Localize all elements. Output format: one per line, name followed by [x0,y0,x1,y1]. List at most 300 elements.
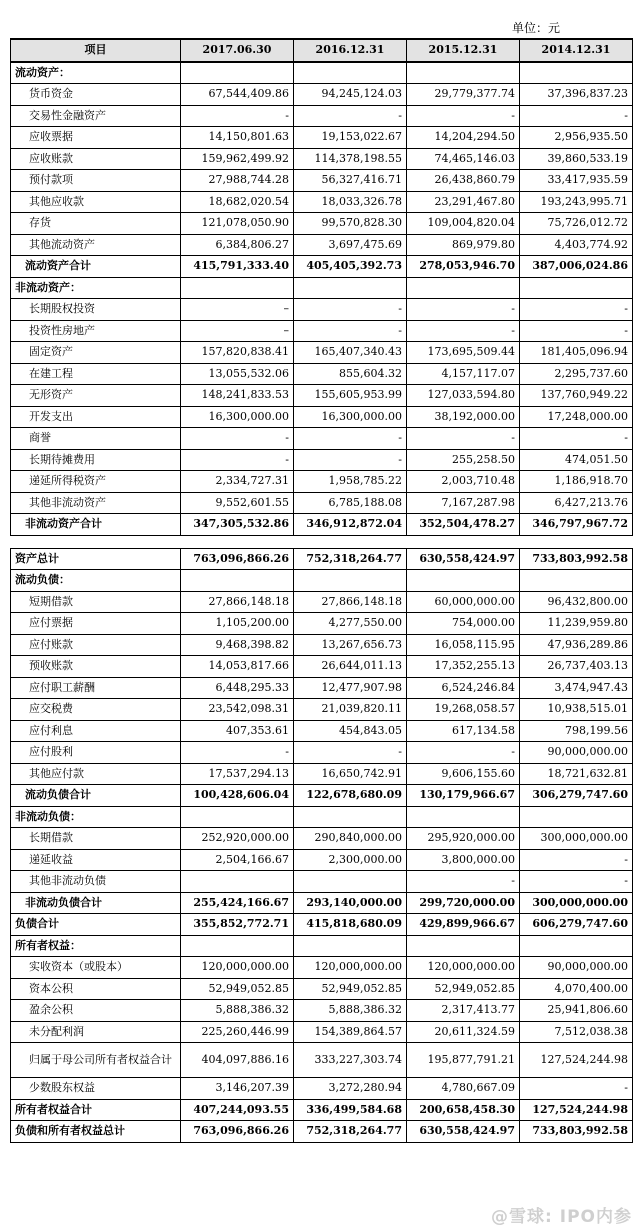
value-cell: 347,305,532.86 [181,514,294,536]
row-label: 存货 [11,213,181,235]
value-cell: 404,097,886.16 [181,1043,294,1078]
value-cell: 193,243,995.71 [520,191,633,213]
value-cell: 39,860,533.19 [520,148,633,170]
value-cell: 2,956,935.50 [520,127,633,149]
value-cell: 122,678,680.09 [294,785,407,807]
table-row [11,656,633,678]
row-label: 资本公积 [11,978,181,1000]
table-row [11,213,633,235]
value-cell: 33,417,935.59 [520,170,633,192]
value-cell: 127,524,244.98 [520,1043,633,1078]
row-label: 资产总计 [11,548,181,570]
row-label: 其他应付款 [11,763,181,785]
value-cell: 16,300,000.00 [294,406,407,428]
value-cell: 3,474,947.43 [520,677,633,699]
value-cell: 306,279,747.60 [520,785,633,807]
table-row [11,385,633,407]
row-label: 所有者权益合计 [11,1099,181,1121]
row-label: 递延收益 [11,849,181,871]
row-label: 负债合计 [11,914,181,936]
spacer-cell [294,535,407,548]
value-cell: 23,291,467.80 [407,191,520,213]
value-cell: 47,936,289.86 [520,634,633,656]
row-label: 货币资金 [11,84,181,106]
value-cell: 148,241,833.53 [181,385,294,407]
value-cell: 299,720,000.00 [407,892,520,914]
value-cell: 855,604.32 [294,363,407,385]
table-row [11,148,633,170]
value-cell [181,871,294,893]
spacer-cell [11,535,181,548]
value-cell: 2,317,413.77 [407,1000,520,1022]
value-cell: 90,000,000.00 [520,742,633,764]
value-cell: - [520,849,633,871]
value-cell: - [181,449,294,471]
row-label: 长期股权投资 [11,299,181,321]
row-label: 固定资产 [11,342,181,364]
watermark: @雪球: IPO内参 [491,1207,632,1227]
table-row [11,677,633,699]
value-cell [407,570,520,592]
value-cell: 159,962,499.92 [181,148,294,170]
value-cell [407,806,520,828]
header-item: 项目 [11,39,181,62]
value-cell: 4,157,117.07 [407,363,520,385]
value-cell: 37,396,837.23 [520,84,633,106]
row-label: 短期借款 [11,591,181,613]
row-label: 盈余公积 [11,1000,181,1022]
total-row [11,548,633,570]
table-row [11,978,633,1000]
value-cell [294,806,407,828]
value-cell [181,62,294,84]
value-cell: 99,570,828.30 [294,213,407,235]
row-label: 流动资产： [11,62,181,84]
row-label: 其他非流动负债 [11,871,181,893]
value-cell: 754,000.00 [407,613,520,635]
row-label: 应交税费 [11,699,181,721]
value-cell: 20,611,324.59 [407,1021,520,1043]
value-cell: 407,244,093.55 [181,1099,294,1121]
value-cell: - [294,449,407,471]
row-label: 投资性房地产 [11,320,181,342]
value-cell: 127,524,244.98 [520,1099,633,1121]
row-label: 预收账款 [11,656,181,678]
value-cell: 4,277,550.00 [294,613,407,635]
row-label: 应付账款 [11,634,181,656]
table-row [11,492,633,514]
value-cell: 14,053,817.66 [181,656,294,678]
value-cell: 60,000,000.00 [407,591,520,613]
spacer-cell [407,535,520,548]
value-cell: 6,785,188.08 [294,492,407,514]
value-cell [294,62,407,84]
value-cell: 23,542,098.31 [181,699,294,721]
total-row [11,914,633,936]
value-cell: 17,537,294.13 [181,763,294,785]
value-cell: 255,424,166.67 [181,892,294,914]
value-cell: 2,300,000.00 [294,849,407,871]
row-label: 应收账款 [11,148,181,170]
value-cell: 16,300,000.00 [181,406,294,428]
value-cell: 346,797,967.72 [520,514,633,536]
value-cell: – [181,320,294,342]
spacer-row [11,535,633,548]
value-cell: 10,938,515.01 [520,699,633,721]
value-cell: 429,899,966.67 [407,914,520,936]
value-cell: 114,378,198.55 [294,148,407,170]
value-cell: 733,803,992.58 [520,548,633,570]
value-cell: 17,352,255.13 [407,656,520,678]
table-row [11,613,633,635]
value-cell: 6,524,246.84 [407,677,520,699]
table-row [11,428,633,450]
value-cell: 405,405,392.73 [294,256,407,278]
row-label: 开发支出 [11,406,181,428]
value-cell: 67,544,409.86 [181,84,294,106]
table-row [11,471,633,493]
table-row [11,763,633,785]
value-cell: 100,428,606.04 [181,785,294,807]
value-cell: - [407,871,520,893]
value-cell: 38,192,000.00 [407,406,520,428]
value-cell: - [181,105,294,127]
section-row [11,570,633,592]
table-row [11,299,633,321]
table-row [11,170,633,192]
value-cell [181,806,294,828]
value-cell [407,277,520,299]
value-cell: 27,988,744.28 [181,170,294,192]
value-cell: 11,239,959.80 [520,613,633,635]
value-cell: 200,658,458.30 [407,1099,520,1121]
value-cell: 17,248,000.00 [520,406,633,428]
value-cell: 763,096,866.26 [181,1121,294,1143]
value-cell: 52,949,052.85 [407,978,520,1000]
value-cell: 52,949,052.85 [294,978,407,1000]
value-cell: 1,186,918.70 [520,471,633,493]
value-cell: 26,644,011.13 [294,656,407,678]
table-row [11,449,633,471]
value-cell: 18,721,632.81 [520,763,633,785]
spacer-cell [181,535,294,548]
row-label: 长期借款 [11,828,181,850]
value-cell [407,62,520,84]
value-cell [520,935,633,957]
value-cell: - [407,105,520,127]
row-label: 其他流动资产 [11,234,181,256]
table-row [11,591,633,613]
value-cell: 278,053,946.70 [407,256,520,278]
value-cell: - [520,320,633,342]
value-cell: - [294,428,407,450]
value-cell: 165,407,340.43 [294,342,407,364]
table-body [11,62,633,1143]
row-label: 长期待摊费用 [11,449,181,471]
value-cell: - [294,320,407,342]
value-cell: 13,055,532.06 [181,363,294,385]
row-label: 非流动负债合计 [11,892,181,914]
table-row [11,957,633,979]
value-cell: 18,682,020.54 [181,191,294,213]
value-cell: 1,105,200.00 [181,613,294,635]
value-cell: 293,140,000.00 [294,892,407,914]
value-cell: - [294,299,407,321]
value-cell [181,935,294,957]
value-cell [181,277,294,299]
value-cell: 127,033,594.80 [407,385,520,407]
value-cell: 26,737,403.13 [520,656,633,678]
value-cell: 3,697,475.69 [294,234,407,256]
value-cell: 27,866,148.18 [294,591,407,613]
value-cell: 252,920,000.00 [181,828,294,850]
value-cell: 12,477,907.98 [294,677,407,699]
value-cell: 29,779,377.74 [407,84,520,106]
value-cell: 14,150,801.63 [181,127,294,149]
value-cell: 19,268,058.57 [407,699,520,721]
value-cell: 798,199.56 [520,720,633,742]
value-cell: - [407,320,520,342]
value-cell: 94,245,124.03 [294,84,407,106]
header-col-4: 2014.12.31 [520,39,633,62]
table-row [11,320,633,342]
section-row [11,935,633,957]
row-label: 其他非流动资产 [11,492,181,514]
value-cell: 181,405,096.94 [520,342,633,364]
value-cell: 300,000,000.00 [520,892,633,914]
value-cell: 295,920,000.00 [407,828,520,850]
value-cell: 333,227,303.74 [294,1043,407,1078]
value-cell: - [181,428,294,450]
header-col-3: 2015.12.31 [407,39,520,62]
value-cell: 454,843.05 [294,720,407,742]
value-cell: – [181,299,294,321]
value-cell [294,871,407,893]
table-row [11,871,633,893]
table-row [11,127,633,149]
value-cell: 733,803,992.58 [520,1121,633,1143]
unit-label: 单位：元 [512,21,561,35]
value-cell [294,935,407,957]
value-cell: 120,000,000.00 [407,957,520,979]
table-row [11,342,633,364]
value-cell: 474,051.50 [520,449,633,471]
value-cell: 6,384,806.27 [181,234,294,256]
value-cell: 225,260,446.99 [181,1021,294,1043]
value-cell: 415,818,680.09 [294,914,407,936]
table-row [11,1078,633,1100]
table-row [11,1043,633,1078]
row-label: 所有者权益： [11,935,181,957]
table-header-row [11,39,633,62]
table-row [11,742,633,764]
value-cell: - [181,742,294,764]
row-label: 实收资本（或股本） [11,957,181,979]
total-row [11,892,633,914]
value-cell: 2,295,737.60 [520,363,633,385]
value-cell: - [407,742,520,764]
section-row [11,277,633,299]
value-cell: 25,941,806.60 [520,1000,633,1022]
row-label: 未分配利润 [11,1021,181,1043]
value-cell: 14,204,294.50 [407,127,520,149]
value-cell: 1,958,785.22 [294,471,407,493]
value-cell: 27,866,148.18 [181,591,294,613]
value-cell: - [294,742,407,764]
value-cell: 290,840,000.00 [294,828,407,850]
row-label: 负债和所有者权益总计 [11,1121,181,1143]
total-row [11,514,633,536]
value-cell: 869,979.80 [407,234,520,256]
value-cell: 300,000,000.00 [520,828,633,850]
value-cell [407,935,520,957]
value-cell: 75,726,012.72 [520,213,633,235]
value-cell [520,570,633,592]
total-row [11,1099,633,1121]
table-row [11,634,633,656]
value-cell: 2,334,727.31 [181,471,294,493]
value-cell: 346,912,872.04 [294,514,407,536]
table-row [11,828,633,850]
section-row [11,806,633,828]
value-cell: 255,258.50 [407,449,520,471]
value-cell: - [407,428,520,450]
total-row [11,1121,633,1143]
spacer-cell [520,535,633,548]
value-cell: 137,760,949.22 [520,385,633,407]
value-cell: 21,039,820.11 [294,699,407,721]
row-label: 流动负债： [11,570,181,592]
value-cell: 18,033,326.78 [294,191,407,213]
value-cell: 5,888,386.32 [181,1000,294,1022]
value-cell [294,570,407,592]
value-cell: 52,949,052.85 [181,978,294,1000]
row-label: 流动资产合计 [11,256,181,278]
value-cell: 415,791,333.40 [181,256,294,278]
value-cell: 3,146,207.39 [181,1078,294,1100]
value-cell: 7,167,287.98 [407,492,520,514]
value-cell: 606,279,747.60 [520,914,633,936]
value-cell: 6,427,213.76 [520,492,633,514]
header-col-1: 2017.06.30 [181,39,294,62]
row-label: 流动负债合计 [11,785,181,807]
value-cell: 352,504,478.27 [407,514,520,536]
value-cell: 154,389,864.57 [294,1021,407,1043]
value-cell: 630,558,424.97 [407,1121,520,1143]
row-label: 应付股利 [11,742,181,764]
value-cell: 16,650,742.91 [294,763,407,785]
row-label: 在建工程 [11,363,181,385]
table-row [11,849,633,871]
table-row [11,234,633,256]
value-cell: 9,552,601.55 [181,492,294,514]
value-cell: - [407,299,520,321]
value-cell: 752,318,264.77 [294,548,407,570]
total-row [11,256,633,278]
value-cell: 26,438,860.79 [407,170,520,192]
row-label: 非流动资产： [11,277,181,299]
value-cell: 96,432,800.00 [520,591,633,613]
row-label: 少数股东权益 [11,1078,181,1100]
value-cell: 6,448,295.33 [181,677,294,699]
row-label: 归属于母公司所有者权益合计 [11,1043,181,1078]
value-cell: - [520,1078,633,1100]
total-row [11,785,633,807]
row-label: 应付票据 [11,613,181,635]
value-cell: - [520,428,633,450]
value-cell [181,570,294,592]
value-cell: 2,504,166.67 [181,849,294,871]
value-cell: - [520,871,633,893]
value-cell: 5,888,386.32 [294,1000,407,1022]
value-cell: 355,852,772.71 [181,914,294,936]
value-cell: 120,000,000.00 [181,957,294,979]
value-cell: - [520,105,633,127]
table-row [11,1000,633,1022]
value-cell: 155,605,953.99 [294,385,407,407]
value-cell: 130,179,966.67 [407,785,520,807]
table-row [11,699,633,721]
value-cell: 336,499,584.68 [294,1099,407,1121]
value-cell: 387,006,024.86 [520,256,633,278]
table-row [11,406,633,428]
value-cell: 9,606,155.60 [407,763,520,785]
row-label: 应收票据 [11,127,181,149]
value-cell: 3,272,280.94 [294,1078,407,1100]
row-label: 应付职工薪酬 [11,677,181,699]
table-row [11,1021,633,1043]
row-label: 无形资产 [11,385,181,407]
balance-sheet-table [10,38,633,1143]
value-cell [520,806,633,828]
value-cell: 74,465,146.03 [407,148,520,170]
value-cell: 121,078,050.90 [181,213,294,235]
value-cell: 763,096,866.26 [181,548,294,570]
header-col-2: 2016.12.31 [294,39,407,62]
value-cell: 752,318,264.77 [294,1121,407,1143]
table-row [11,363,633,385]
row-label: 其他应收款 [11,191,181,213]
row-label: 预付款项 [11,170,181,192]
value-cell: 4,780,667.09 [407,1078,520,1100]
value-cell: 4,070,400.00 [520,978,633,1000]
row-label: 非流动负债： [11,806,181,828]
value-cell [294,277,407,299]
value-cell [520,277,633,299]
value-cell: 3,800,000.00 [407,849,520,871]
value-cell: - [294,105,407,127]
value-cell: 56,327,416.71 [294,170,407,192]
row-label: 递延所得税资产 [11,471,181,493]
value-cell: 4,403,774.92 [520,234,633,256]
value-cell: - [520,299,633,321]
value-cell: 16,058,115.95 [407,634,520,656]
table-row [11,105,633,127]
value-cell: 157,820,838.41 [181,342,294,364]
value-cell: 617,134.58 [407,720,520,742]
value-cell: 120,000,000.00 [294,957,407,979]
value-cell: 630,558,424.97 [407,548,520,570]
value-cell: 7,512,038.38 [520,1021,633,1043]
table-row [11,720,633,742]
value-cell: 173,695,509.44 [407,342,520,364]
value-cell: 407,353.61 [181,720,294,742]
value-cell: 195,877,791.21 [407,1043,520,1078]
row-label: 应付利息 [11,720,181,742]
table-row [11,191,633,213]
value-cell: 2,003,710.48 [407,471,520,493]
value-cell [520,62,633,84]
